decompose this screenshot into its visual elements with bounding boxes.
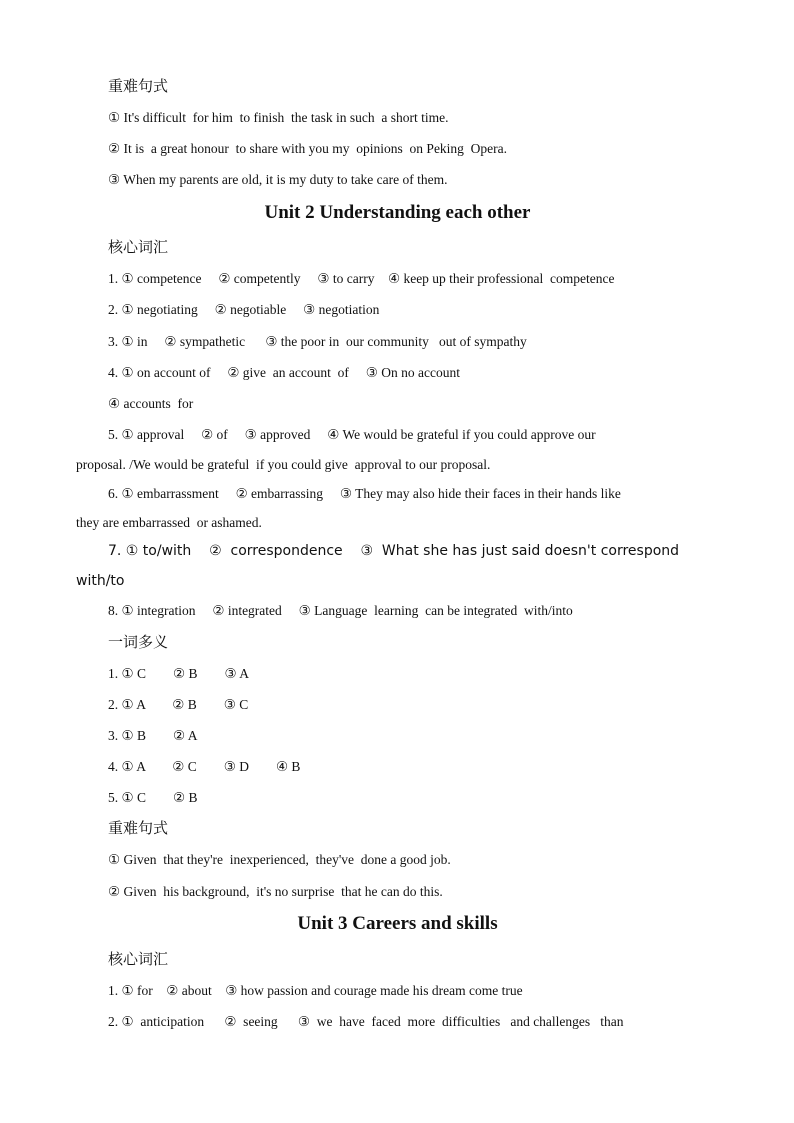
answer-line: 4. ① on account of ② give an account of ③ On no account <box>108 365 460 380</box>
answer-line: 7. ① to/with ② correspondence ③ What she has just said doesn't correspond <box>108 543 680 559</box>
section-heading: 重难句式 <box>108 77 169 95</box>
answer-line: 5. ① C ② B <box>108 790 198 805</box>
answer-line: 5. ① approval ② of ③ approved ④ We would be grateful if you could approve our <box>108 427 596 442</box>
answer-line: 1. ① competence ② competently ③ to carry ④ keep up their professional competence <box>108 271 615 286</box>
answer-line: 1. ① for ② about ③ how passion and courage made his dream come true <box>108 983 523 998</box>
answer-line: 8. ① integration ② integrated ③ Language learning can be integrated with/into <box>108 603 573 618</box>
sentence-line: ② Given his background, it's no surprise that he can do this. <box>108 884 443 899</box>
sentence-line: ③ When my parents are old, it is my duty to take care of them. <box>108 172 448 187</box>
answer-line: 4. ① A ② C ③ D ④ B <box>108 759 301 774</box>
unit-title: Unit 2 Understanding each other <box>264 202 531 223</box>
unit-title: Unit 3 Careers and skills <box>297 913 498 934</box>
answer-line: 2. ① negotiating ② negotiable ③ negotiation <box>108 302 380 317</box>
answer-line: 2. ① anticipation ② seeing ③ we have faced more difficulties and challenges than <box>108 1014 624 1029</box>
sentence-line: ① Given that they're inexperienced, they've done a good job. <box>108 852 451 867</box>
section-heading: 一词多义 <box>108 633 169 651</box>
answer-line: 2. ① A ② B ③ C <box>108 697 249 712</box>
answer-line-continued: they are embarrassed or ashamed. <box>76 515 262 530</box>
section-heading: 核心词汇 <box>108 238 169 256</box>
answer-line: 3. ① in ② sympathetic ③ the poor in our community out of sympathy <box>108 334 527 349</box>
sentence-line: ① It's difficult for him to finish the task in such a short time. <box>108 110 449 125</box>
answer-line-continued: proposal. /We would be grateful if you could give approval to our proposal. <box>76 457 491 472</box>
answer-line-continued: with/to <box>76 573 125 589</box>
section-heading: 核心词汇 <box>108 950 169 968</box>
section-heading: 重难句式 <box>108 819 169 837</box>
answer-line: 1. ① C ② B ③ A <box>108 666 249 681</box>
answer-line: ④ accounts for <box>108 396 194 411</box>
answer-line: 6. ① embarrassment ② embarrassing ③ They may also hide their faces in their hands like <box>108 486 621 501</box>
answer-line: 3. ① B ② A <box>108 728 198 743</box>
sentence-line: ② It is a great honour to share with you my opinions on Peking Opera. <box>108 141 508 156</box>
